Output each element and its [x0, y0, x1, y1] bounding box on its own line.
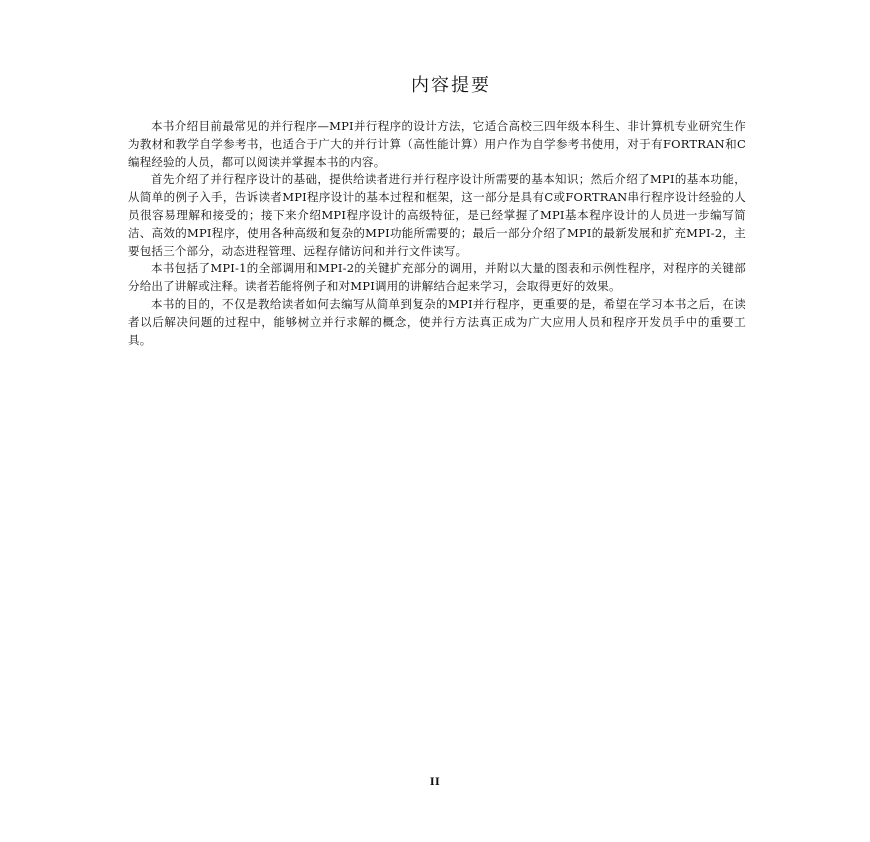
summary-body	[128, 118, 746, 349]
paragraph-1: 本书介绍目前最常见的并行程序—MPI并行程序的设计方法，它适合高校三四年级本科生、非计算机专业研究生作为教材和教学自学参考书，也适合于广大的并行计算（高性能计算）用户作为自学参考书使用，对于有FORTRAN和C编程经验的人员，都可以阅读并掌握本书的内容。	[128, 119, 746, 169]
paragraph-4: 本书的目的，不仅是教给读者如何去编写从简单到复杂的MPI并行程序，更重要的是，希望在学习本书之后，在读者以后解决问题的过程中，能够树立并行求解的概念，使并行方法真正成为广大应用人员和程序开发员手中的重要工具。	[128, 296, 746, 347]
paragraph-2: 首先介绍了并行程序设计的基础，提供给读者进行并行程序设计所需要的基本知识；然后介绍了MPI的基本功能，从简单的例子入手，告诉读者MPI程序设计的基本过程和框架，这一部分是具有C或FORTRAN串行程序设计经验的人员很容易理解和接受的；接下来介绍MPI程序设计的高级特征，是已经掌握了MPI基本程序设计的人员进一步编写简洁、高效的MPI程序，使用各种高级和复杂的MPI功能所需要的；最后一部分介绍了MPI的最新发展和扩充MPI-2，主要包括三个部分，动态进程管理、远程存储访问和并行文件读写。	[128, 172, 746, 258]
paragraph-3: 本书包括了MPI-1的全部调用和MPI-2的关键扩充部分的调用，并附以大量的图表和示例性程序，对程序的关键部分给出了讲解或注释。读者若能将例子和对MPI调用的讲解结合起来学习，会取得更好的效果。	[128, 261, 746, 294]
page-title: 内容提要	[411, 75, 491, 96]
page-number: II	[429, 777, 441, 788]
